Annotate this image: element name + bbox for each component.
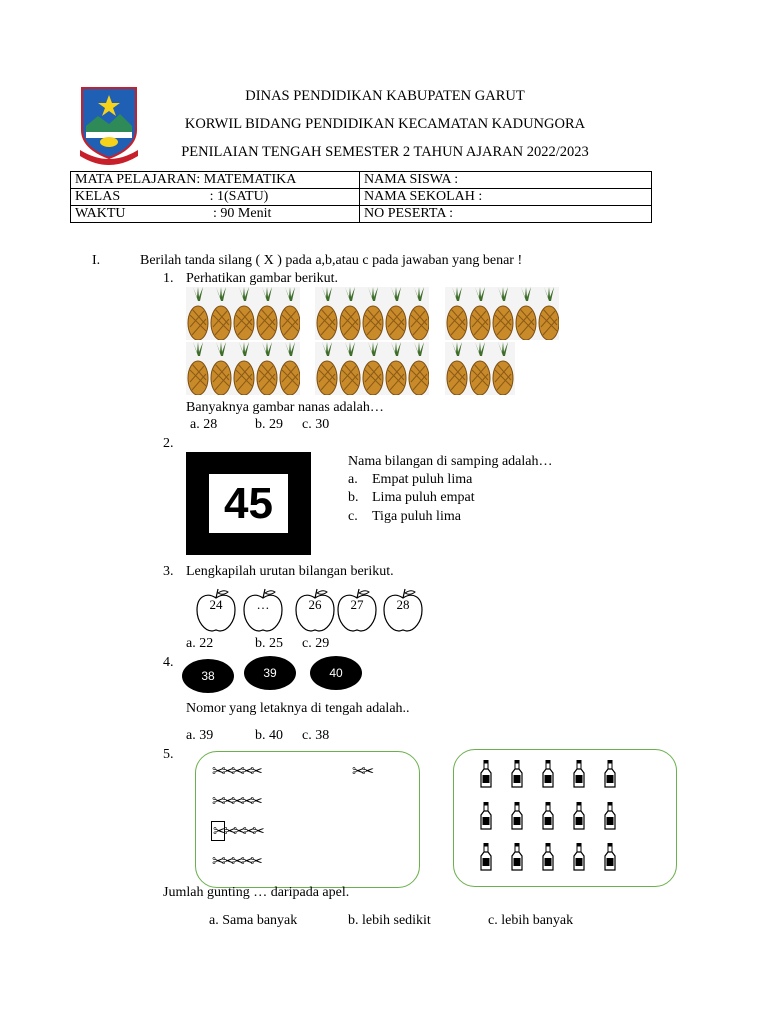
pineapple-row-image (186, 342, 300, 395)
q4-option-b[interactable]: b. 40 (255, 728, 283, 743)
q3-option-a[interactable]: a. 22 (186, 636, 214, 651)
q3-option-b[interactable]: b. 25 (255, 636, 283, 651)
pineapple-row-image (315, 342, 429, 395)
q4-option-c[interactable]: c. 38 (302, 728, 330, 743)
time-value: : 90 Menit (213, 206, 272, 221)
header-agency: DINAS PENDIDIKAN KABUPATEN GARUT (245, 88, 525, 104)
q2-option-c-letter: c. (348, 509, 358, 524)
apple-item (336, 588, 378, 630)
student-name-cell: NAMA SISWA : (360, 172, 652, 189)
pineapple-row-image (445, 342, 515, 395)
q5-option-a[interactable]: a. Sama banyak (209, 913, 298, 928)
scissors-box (195, 751, 420, 888)
class-cell (71, 189, 360, 206)
apple-item (382, 588, 424, 630)
garut-regency-logo (78, 86, 140, 166)
class-value: : 1(SATU) (209, 189, 269, 204)
scissors-row-icon: ✂✂✂✂✂ (212, 852, 260, 870)
bottles-box (453, 749, 677, 887)
header-korwil: KORWIL BIDANG PENDIDIKAN KECAMATAN KADUNGORA (184, 116, 586, 132)
q5-option-c[interactable]: c. lebih banyak (488, 913, 574, 928)
school-name-cell: NAMA SEKOLAH : (360, 189, 652, 206)
q2-option-b-letter: b. (348, 490, 359, 505)
number-oval: 38 (182, 659, 234, 693)
time-cell (71, 206, 360, 223)
q3-option-c[interactable]: c. 29 (302, 636, 330, 651)
q3-text: Lengkapilah urutan bilangan berikut. (186, 564, 394, 579)
q1-question: Banyaknya gambar nanas adalah… (186, 400, 384, 415)
scissors-row-icon: ✂✂✂✂✂ (212, 792, 260, 810)
q2-option-c[interactable]: Tiga puluh lima (372, 509, 461, 524)
q5-question: Jumlah gunting … daripada apel. (163, 885, 350, 900)
apple-item (294, 588, 336, 630)
q2-option-a-letter: a. (348, 472, 358, 487)
scissors-row-icon: ✂✂✂✂✂ (212, 762, 260, 780)
q2-number: 2. (163, 436, 174, 451)
q2-option-b[interactable]: Lima puluh empat (372, 490, 475, 505)
q4-option-a[interactable]: a. 39 (186, 728, 214, 743)
apple-item (242, 588, 284, 630)
number-oval: 39 (244, 656, 296, 690)
q4-question: Nomor yang letaknya di tengah adalah.. (186, 701, 410, 716)
section-number: I. (92, 253, 101, 268)
scissors-row-icon: ✂✂✂✂✂ (213, 822, 262, 840)
q1-option-c[interactable]: c. 30 (302, 417, 330, 432)
participant-number-cell: NO PESERTA : (360, 206, 652, 223)
apple-number: … (256, 597, 270, 612)
apple-number: 27 (350, 597, 364, 612)
q1-option-b[interactable]: b. 29 (255, 417, 283, 432)
class-label: KELAS (75, 189, 121, 204)
q2-option-a[interactable]: Empat puluh lima (372, 472, 473, 487)
apple-number: 28 (396, 597, 410, 612)
q2-question: Nama bilangan di samping adalah… (348, 454, 553, 469)
subject-cell: MATA PELAJARAN: MATEMATIKA (71, 172, 360, 189)
apple-item (195, 588, 237, 630)
q1-text: Perhatikan gambar berikut. (186, 271, 339, 286)
header-exam-title: PENILAIAN TENGAH SEMESTER 2 TAHUN AJARAN 2022/2023 (181, 144, 589, 160)
section-instruction: Berilah tanda silang ( X ) pada a,b,atau c pada jawaban yang benar ! (140, 253, 523, 268)
pineapple-row-image (315, 287, 429, 340)
q1-number: 1. (163, 271, 174, 286)
scissors-row-icon: ✂✂ (352, 762, 372, 780)
number-card (186, 452, 311, 555)
q4-number: 4. (163, 655, 174, 670)
q5-option-b[interactable]: b. lebih sedikit (348, 913, 431, 928)
bottle-grid-icon (454, 750, 676, 886)
pineapple-row-image (445, 287, 559, 340)
time-label: WAKTU (75, 206, 126, 221)
q3-number: 3. (163, 564, 174, 579)
number-card-value: 45 (209, 474, 288, 533)
student-info-table (70, 171, 652, 223)
number-oval: 40 (310, 656, 362, 690)
q1-option-a[interactable]: a. 28 (190, 417, 218, 432)
q5-number: 5. (163, 747, 174, 762)
apple-number: 24 (209, 597, 223, 612)
apple-number: 26 (308, 597, 322, 612)
pineapple-row-image (186, 287, 300, 340)
